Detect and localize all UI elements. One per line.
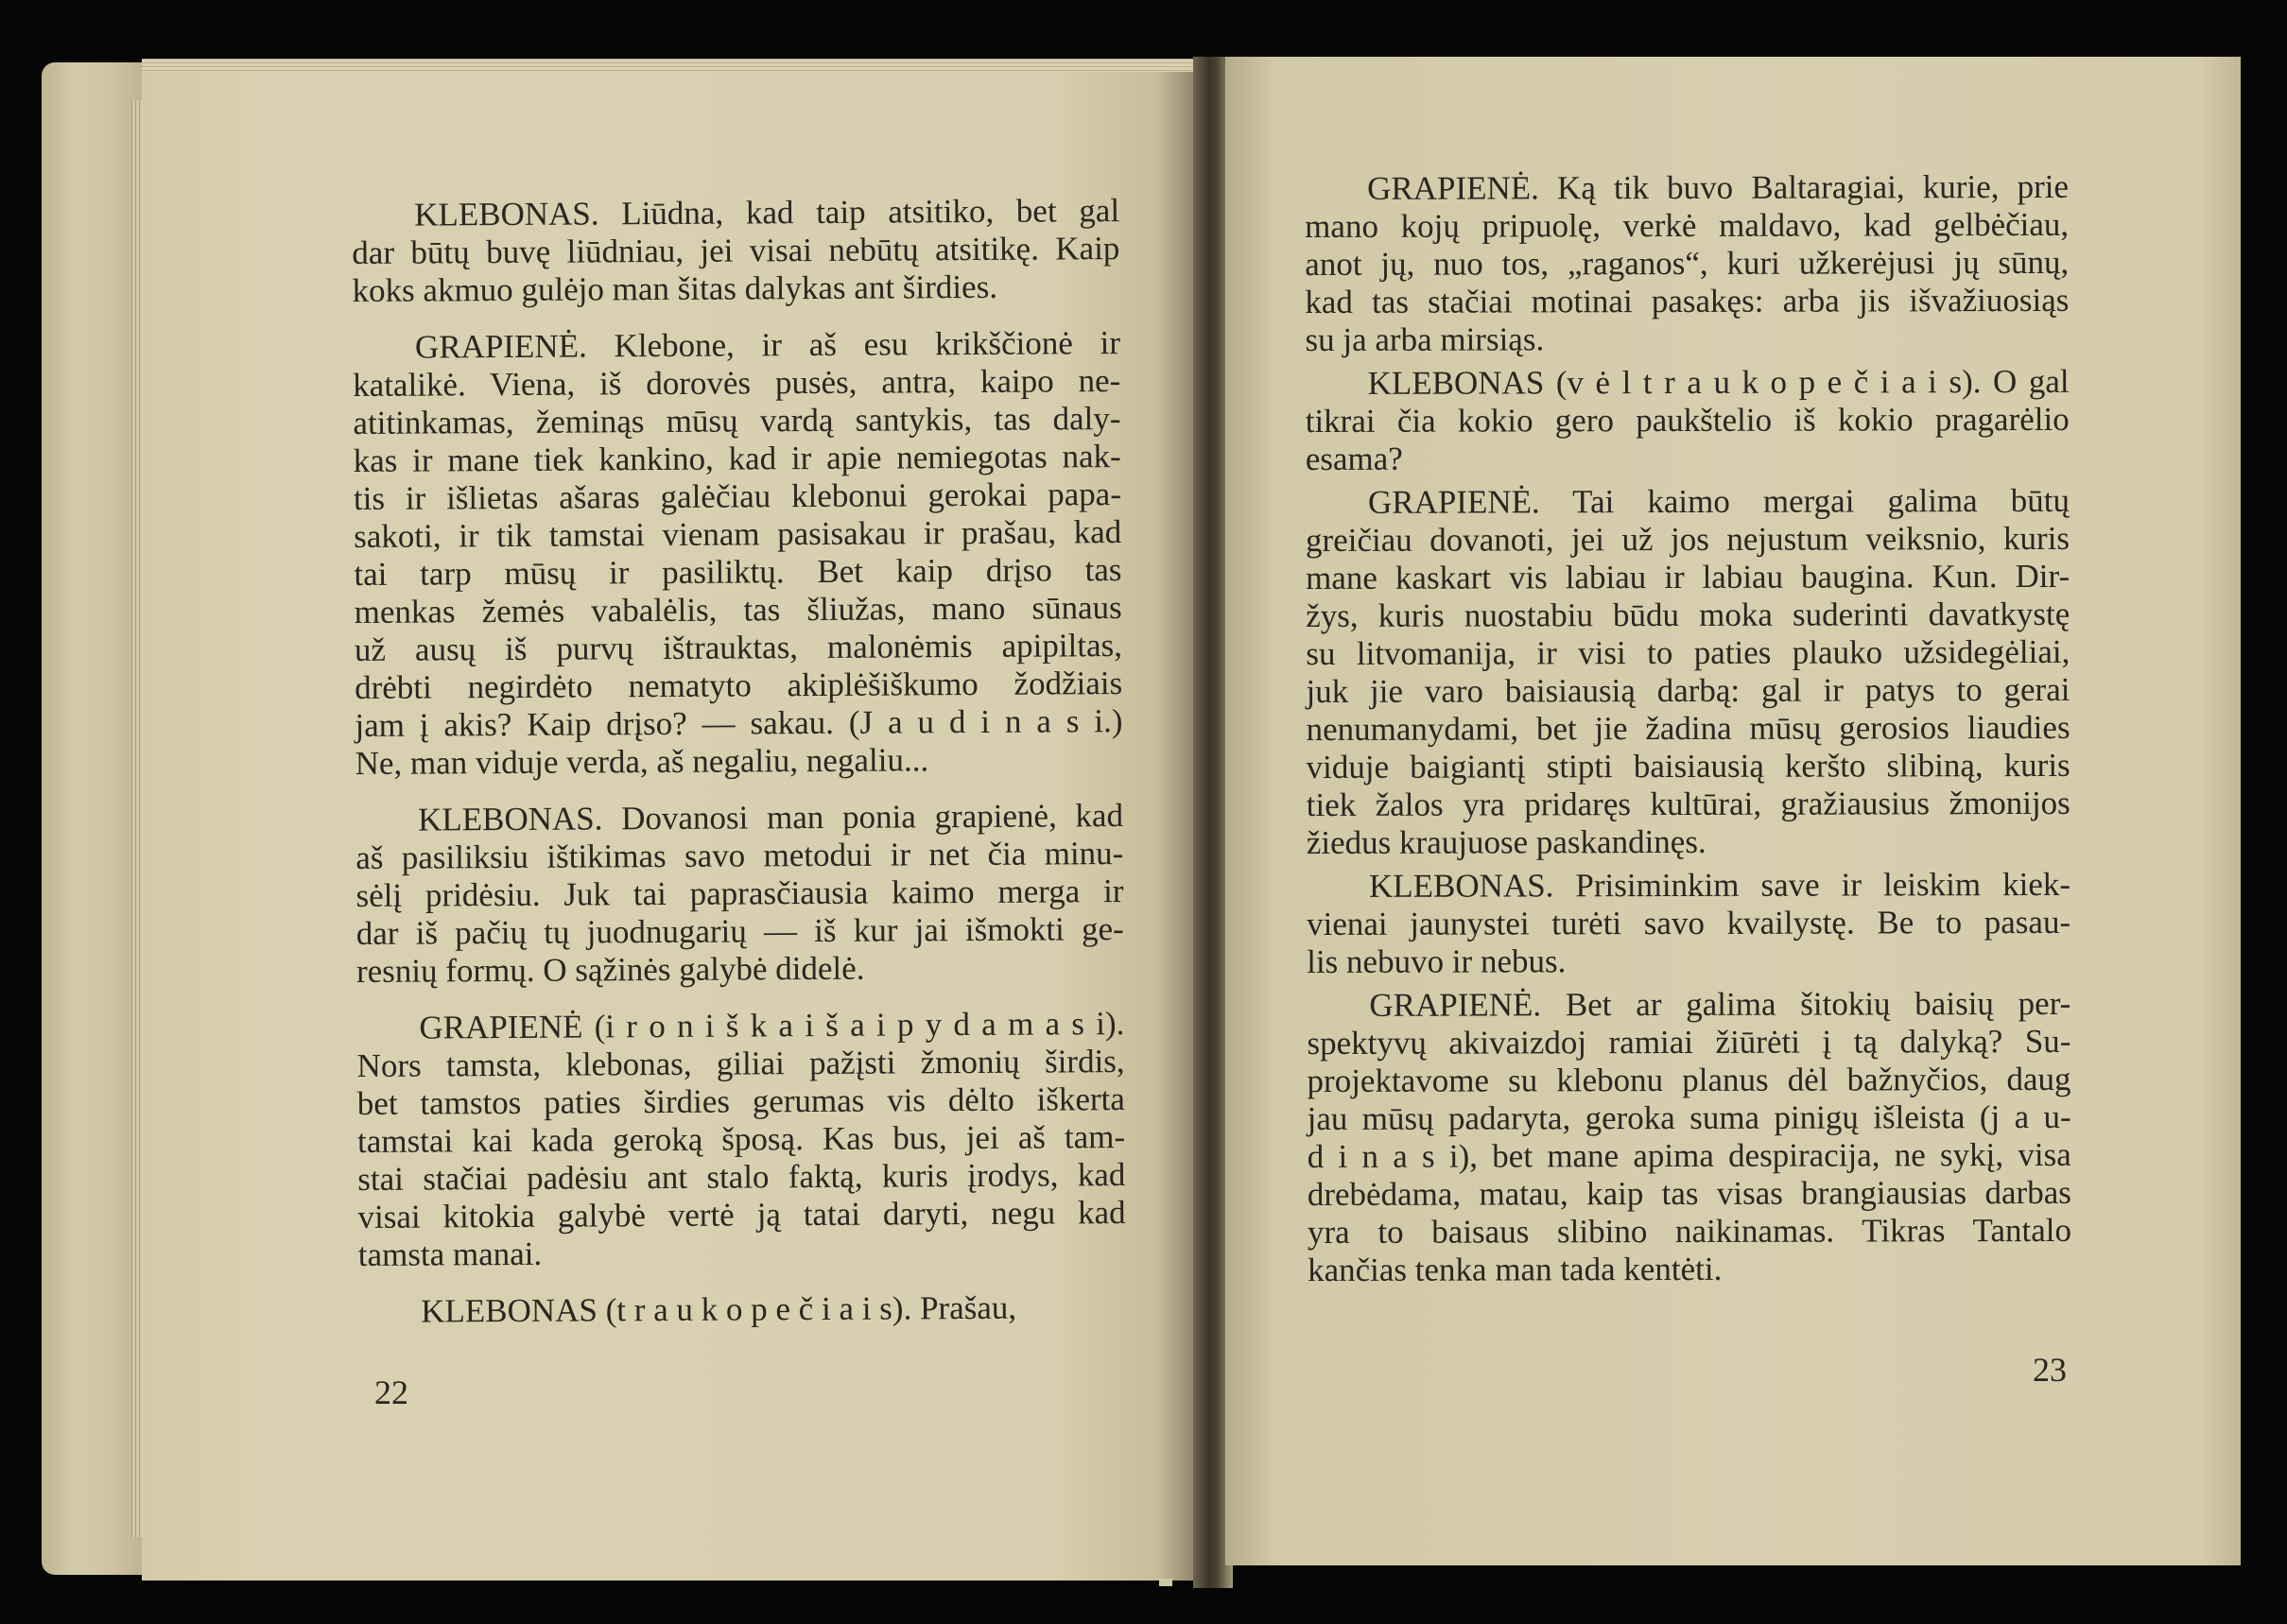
text-line: GRAPIENĖ. Ką tik buvo Baltaragiai, kurie, prie <box>1366 167 2070 207</box>
text-line: viduje baigiantį stipti baisiausią keršto slibiną, kuris <box>1306 746 2070 786</box>
paragraph <box>355 797 1124 991</box>
text-line: sakoti, ir tik tamstai vienam pasisakau ir prašau, kad <box>354 513 1122 555</box>
paragraph <box>352 192 1120 310</box>
text-line: stai stačiai padėsiu ant stalo faktą, kuris įrodys, kad <box>357 1156 1126 1198</box>
text-line: mano kojų pripuolę, verkė maldavo, kad gelbėčiau, <box>1305 205 2070 245</box>
page-top-edge <box>142 59 1201 72</box>
text-line: anot jų, nuo tos, „raganos“, kuri užkerėjusi jų sūnų, <box>1305 243 2070 283</box>
text-line: už ausų iš purvų ištrauktas, malonėmis apipiltas, <box>354 627 1123 668</box>
text-line: žiedus kraujuose paskandinęs. <box>1306 822 1707 861</box>
left-page-text <box>352 192 1126 1350</box>
text-line: GRAPIENĖ. Klebone, ir aš esu krikščionė ir <box>414 324 1121 366</box>
paragraph <box>356 1005 1126 1274</box>
page-number-left: 22 <box>374 1373 408 1411</box>
text-line: GRAPIENĖ. Tai kaimo mergai galima būtų <box>1367 481 2070 521</box>
text-line: kad tas stačiai motinai pasakęs: arba jis išvažiuosiąs <box>1305 281 2070 320</box>
paragraph <box>358 1288 1126 1331</box>
text-line: tikrai čia kokio gero paukštelio iš kokio pragarėlio <box>1305 400 2070 440</box>
paragraph <box>1307 985 2071 1289</box>
paragraph <box>1307 866 2070 981</box>
text-line: tamstai kai kada geroką šposą. Kas bus, jei aš tam- <box>356 1118 1126 1160</box>
text-line: KLEBONAS (v ė l t r a u k o p e č i a i s). O gal <box>1367 362 2070 402</box>
text-line: tamsta manai. <box>357 1235 543 1273</box>
text-line: dar būtų buvę liūdniau, jei visai nebūtų atsitikę. Kaip <box>352 230 1120 271</box>
text-line: tis ir išlietas ašaras galėčiau klebonui gerokai papa- <box>353 475 1122 517</box>
text-line: vienai jaunystei turėti savo kvailystę. Be to pasau- <box>1307 903 2071 942</box>
text-line: KLEBONAS. Prisiminkim save ir leiskim kiek- <box>1368 865 2071 905</box>
text-line: dar iš pačių tų juodnugarių — iš kur jai išmokti ge- <box>355 910 1124 952</box>
text-line: jam į akis? Kaip drįso? — sakau. (J a u d i n a s i.) <box>355 702 1123 744</box>
text-line: KLEBONAS (t r a u k o p e č i a i s). Prašau, <box>421 1288 1017 1330</box>
right-page-text <box>1305 168 2071 1295</box>
text-line: yra to baisaus slibino naikinamas. Tikras Tantalo <box>1307 1211 2071 1251</box>
text-line: menkas žemės vabalėlis, tas šliužas, mano sūnaus <box>354 589 1122 631</box>
text-line: kas ir mane tiek kankino, kad ir apie nemiegotas nak- <box>353 438 1121 479</box>
page-number-right: 23 <box>2033 1351 2067 1389</box>
text-line: tai tarp mūsų ir pasiliktų. Bet kaip drįso tas <box>354 551 1122 593</box>
text-line: kančias tenka man tada kentėti. <box>1307 1250 1723 1288</box>
text-line: resnių formų. O sąžinės galybė didelė. <box>355 949 865 990</box>
scan-mark <box>1159 1579 1172 1586</box>
text-line: nenumanydami, bet jie žadina mūsų gerosios liaudies <box>1306 708 2070 748</box>
text-line: drebėdama, matau, kaip tas visas brangiausias darbas <box>1307 1173 2071 1213</box>
text-line: koks akmuo gulėjo man šitas dalykas ant širdies. <box>352 268 998 309</box>
text-line: aš pasiliksiu ištikimas savo metodui ir net čia minu- <box>355 835 1124 876</box>
text-line: sėlį pridėsiu. Juk tai paprasčiausia kaimo merga ir <box>355 872 1124 914</box>
text-line: tiek žalos yra pridaręs kultūrai, gražiausius žmonijos <box>1306 784 2070 823</box>
text-line: drėbti negirdėto nematyto akiplėšiškumo žodžiais <box>355 665 1123 706</box>
text-line: bet tamstos paties širdies gerumas vis dėlto iškerta <box>356 1080 1125 1122</box>
text-line: atitinkamas, žeminąs mūsų vardą santykis, tas daly- <box>353 400 1121 441</box>
text-line: Ne, man viduje verda, aš negaliu, negaliu... <box>355 741 929 782</box>
text-line: katalikė. Viena, iš dorovės pusės, antra, kaipo ne- <box>353 362 1121 404</box>
text-line: GRAPIENĖ. Bet ar galima šitokių baisių per- <box>1369 984 2071 1024</box>
text-line: jau mūsų padaryta, geroka suma pinigų išleista (j a u- <box>1307 1097 2071 1137</box>
text-line: visai kitokia galybė vertė ją tatai daryti, negu kad <box>357 1194 1126 1235</box>
text-line: Nors tamsta, klebonas, giliai pažįsti žmonių širdis, <box>356 1043 1125 1084</box>
text-line: KLEBONAS. Liūdna, kad taip atsitiko, bet gal <box>413 192 1120 233</box>
text-line: mane kaskart vis labiau ir labiau baugina. Kun. Dir- <box>1306 557 2070 596</box>
text-line: KLEBONAS. Dovanosi man ponia grapienė, kad <box>417 797 1124 838</box>
paragraph <box>353 324 1123 783</box>
text-line: spektyvų akivaizdoj ramiai žiūrėti į tą dalyką? Su- <box>1307 1022 2071 1062</box>
paragraph <box>1305 168 2070 359</box>
paragraph <box>1306 363 2070 478</box>
text-line: juk jie varo baisiausią darbą: gal ir patys to gerai <box>1306 670 2070 710</box>
text-line: GRAPIENĖ (i r o n i š k a i š a i p y d a m a s i). <box>419 1005 1125 1046</box>
text-line: esama? <box>1305 440 1403 477</box>
text-line: žys, kuris nuostabiu būdu moka suderinti davatkystę <box>1306 595 2070 634</box>
paragraph <box>1306 482 2070 862</box>
text-line: greičiau dovanoti, jei už jos nejustum veiksnio, kuris <box>1305 519 2070 559</box>
text-line: su ja arba mirsiąs. <box>1305 320 1545 358</box>
text-line: lis nebuvo ir nebus. <box>1307 942 1567 980</box>
text-line: projektavome su klebonu planus dėl bažnyčios, daug <box>1307 1060 2071 1099</box>
text-line: d i n a s i), bet mane apima despiracija, ne sykį, visa <box>1307 1135 2071 1175</box>
page-edge-stack <box>42 62 155 1575</box>
text-line: su litvomanija, ir visi to paties plauko užsidegėliai, <box>1306 632 2070 672</box>
